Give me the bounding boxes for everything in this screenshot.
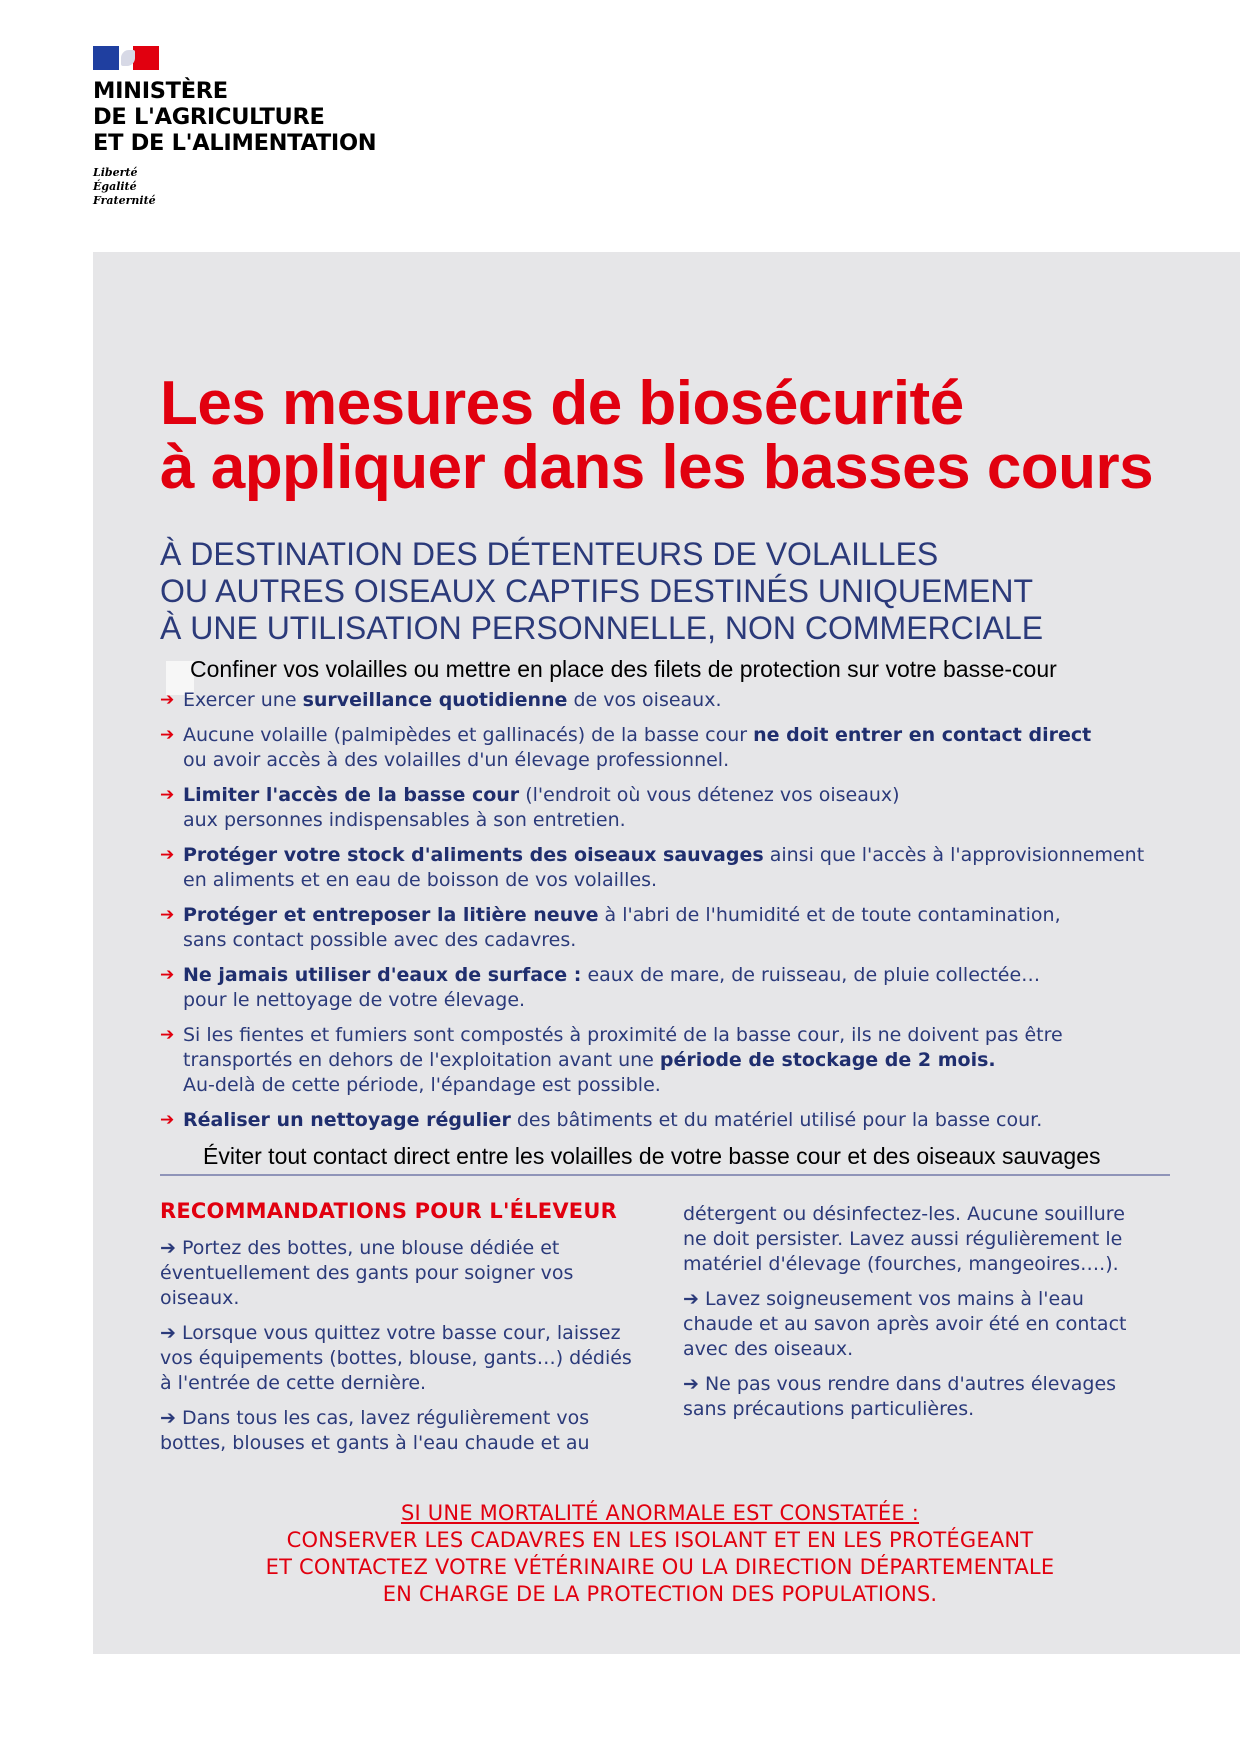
ministry-line: MINISTÈRE [93,78,228,104]
measure-text: pour le nettoyage de votre élevage. [183,989,526,1011]
section-divider [160,1174,1170,1176]
subtitle-line: À DESTINATION DES DÉTENTEURS DE VOLAILLES [160,536,939,572]
measure-text: Au-delà de cette période, l'épandage est possible. [183,1074,661,1096]
list-item [160,843,1145,893]
measure-bold: ne doit entrer en contact direct [753,724,1092,746]
list-item [683,1372,1163,1422]
arrow-right-icon: ➔ [160,845,175,865]
title-line: Les mesures de biosécurité [160,369,964,438]
arrow-right-icon: ➔ [160,690,175,710]
measure-text: eaux de mare, de ruisseau, de pluie collectée… [581,964,1041,986]
warning-line: EN CHARGE DE LA PROTECTION DES POPULATIONS. [382,1582,938,1606]
warning-line: CONSERVER LES CADAVRES EN LES ISOLANT ET EN LES PROTÉGEANT [286,1528,1034,1552]
audience-subtitle [160,536,1043,647]
list-item [160,688,1120,713]
marianne-flag-icon [93,46,159,70]
measure-text: des bâtiments et du matériel utilisé pour la basse cour. [510,1109,1043,1131]
list-item [160,1406,660,1456]
recommendations-heading: RECOMMANDATIONS POUR L'ÉLEVEUR [160,1199,617,1223]
measure-text: en aliments et en eau de boisson de vos volailles. [183,869,658,891]
ministry-line: ET DE L'ALIMENTATION [93,130,377,156]
measure-bold: Limiter l'accès de la basse cour [183,784,520,806]
motto-line: Égalité [93,180,137,193]
reco-text: Lorsque vous quittez votre basse cour, laissez [181,1322,621,1344]
reco-text: matériel d'élevage (fourches, mangeoires….). [683,1253,1119,1275]
arrow-right-icon: ➔ [160,1407,176,1429]
measure-text: aux personnes indispensables à son entretien. [183,809,626,831]
measure-text: ainsi que l'accès à l'approvisionnement [763,844,1145,866]
arrow-right-icon: ➔ [160,1110,175,1130]
reco-text: chaude et au savon après avoir été en contact [683,1313,1127,1335]
list-item [160,903,1120,953]
recommendations-left-column [160,1236,660,1466]
measure-bold: surveillance quotidienne [302,689,568,711]
arrow-right-icon: ➔ [160,965,175,985]
measure-bold: période de stockage de 2 mois. [659,1049,996,1071]
measure-text: (l'endroit où vous détenez vos oiseaux) [519,784,900,806]
reco-text: Lavez soigneusement vos mains à l'eau [704,1288,1084,1310]
overlay-measure-avoid-contact: Éviter tout contact direct entre les volailles de votre basse cour et des oiseaux sauvages [203,1143,1101,1169]
arrow-right-icon: ➔ [683,1373,699,1395]
reco-text: ne doit persister. Lavez aussi régulièrement le [683,1228,1123,1250]
arrow-right-icon: ➔ [160,1237,176,1259]
subtitle-line: OU AUTRES OISEAUX CAPTIFS DESTINÉS UNIQUEMENT [160,573,1034,609]
warning-line: ET CONTACTEZ VOTRE VÉTÉRINAIRE OU LA DIRECTION DÉPARTEMENTALE [265,1555,1055,1579]
arrow-right-icon: ➔ [160,1025,175,1045]
subtitle-line: À UNE UTILISATION PERSONNELLE, NON COMMERCIALE [160,610,1044,646]
reco-text: bottes, blouses et gants à l'eau chaude et au [160,1432,590,1454]
arrow-right-icon: ➔ [160,905,175,925]
arrow-right-icon: ➔ [160,785,175,805]
ministry-logo [93,46,376,208]
overlay-measure-confine: Confiner vos volailles ou mettre en place des filets de protection sur votre basse-cour [190,656,1057,682]
list-item [160,1236,660,1311]
measure-bold: Ne jamais utiliser d'eaux de surface : [183,964,582,986]
measure-text: à l'abri de l'humidité et de toute contamination, [598,904,1061,926]
list-item [160,1321,660,1396]
ministry-name [93,78,376,156]
measure-text: Si les fientes et fumiers sont compostés à proximité de la basse cour, ils ne doivent pas être [183,1024,1063,1046]
reco-text: Ne pas vous rendre dans d'autres élevages [704,1373,1117,1395]
list-item [160,963,1120,1013]
list-item [160,723,1120,773]
list-item [160,783,1120,833]
measure-text: Aucune volaille (palmipèdes et gallinacés) de la basse cour [183,724,754,746]
ministry-line: DE L'AGRICULTURE [93,104,325,130]
mortality-warning [160,1500,1160,1608]
list-item [160,1108,1120,1133]
list-item [683,1202,1163,1277]
reco-text: vos équipements (bottes, blouse, gants…) dédiés [160,1347,632,1369]
reco-text: oiseaux. [160,1287,240,1309]
reco-text: détergent ou désinfectez-les. Aucune souillure [683,1203,1125,1225]
measure-text: de vos oiseaux. [567,689,722,711]
republic-motto [93,166,376,208]
arrow-right-icon: ➔ [160,725,175,745]
warning-line: SI UNE MORTALITÉ ANORMALE EST CONSTATÉE : [400,1501,920,1525]
reco-text: éventuellement des gants pour soigner vos [160,1262,574,1284]
page-title [160,369,1154,502]
recommendations-right-column [683,1202,1163,1432]
reco-text: Portez des bottes, une blouse dédiée et [181,1237,560,1259]
measure-text: ou avoir accès à des volailles d'un élevage professionnel. [183,749,730,771]
reco-text: sans précautions particulières. [683,1398,975,1420]
measure-bold: Réaliser un nettoyage régulier [183,1109,511,1131]
arrow-right-icon: ➔ [160,1322,176,1344]
title-line: à appliquer dans les basses cours [160,433,1154,502]
measure-text: transportés en dehors de l'exploitation avant une [183,1049,660,1071]
motto-line: Fraternité [93,194,156,207]
motto-line: Liberté [93,166,138,179]
reco-text: avec des oiseaux. [683,1338,854,1360]
reco-text: à l'entrée de cette dernière. [160,1372,427,1394]
arrow-right-icon: ➔ [683,1288,699,1310]
measure-bold: Protéger votre stock d'aliments des oiseaux sauvages [183,844,764,866]
measure-text: sans contact possible avec des cadavres. [183,929,577,951]
list-item [683,1287,1163,1362]
reco-text: Dans tous les cas, lavez régulièrement vos [181,1407,590,1429]
measures-list [160,688,1145,1143]
measure-text: Exercer une [183,689,303,711]
measure-bold: Protéger et entreposer la litière neuve [183,904,599,926]
list-item [160,1023,1120,1098]
